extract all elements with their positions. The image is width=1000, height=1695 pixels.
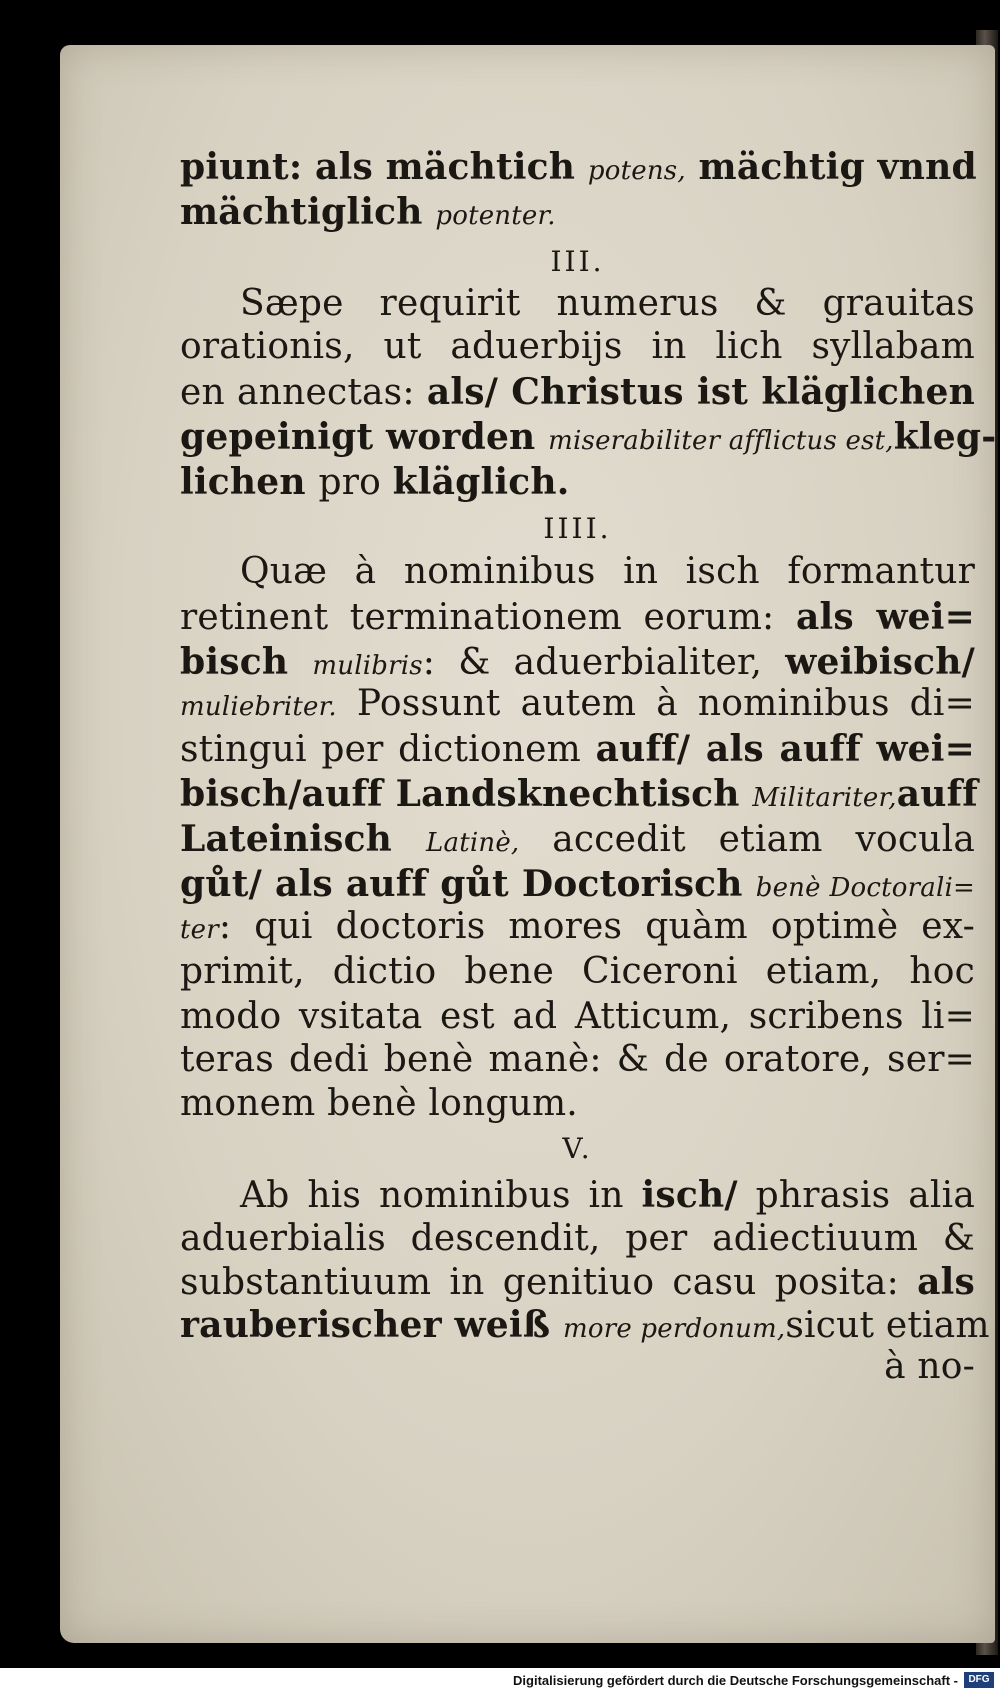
roman-text: : & aduerbialiter, [422, 642, 786, 683]
text-line [240, 1173, 975, 1218]
roman-text: en annectas: [180, 372, 427, 413]
text-line [180, 370, 975, 415]
italic-text: potens, [587, 156, 686, 186]
blackletter-text: mächtiglich [180, 191, 436, 233]
text-line [180, 415, 997, 463]
text-line [180, 1260, 975, 1305]
roman-text: monem benè longum. [180, 1083, 578, 1124]
text-line [180, 190, 975, 238]
roman-text: pro [318, 462, 393, 503]
blackletter-text: Lateinisch [180, 818, 427, 860]
section-number: V. [562, 1132, 593, 1165]
italic-text: Latinè, [426, 828, 520, 858]
italic-text: mulibris [312, 651, 423, 681]
roman-text: Ab his nominibus in [240, 1175, 642, 1216]
text-line [180, 772, 978, 820]
roman-text: : qui doctoris mores quàm optimè ex- [218, 906, 975, 947]
text-line [180, 640, 975, 688]
footer-credit: Digitalisierung gefördert durch die Deutsche Forschungsgemeinschaft - [513, 1673, 958, 1688]
italic-text: Militariter, [752, 783, 897, 813]
roman-text: stingui per dictionem [180, 729, 596, 770]
text-line [180, 995, 975, 1039]
roman-text: Possunt autem à nominibus di= [336, 683, 975, 724]
italic-text: benè Doctorali= [755, 873, 975, 903]
italic-text: miserabiliter afflictus est, [548, 426, 894, 456]
catchword: à no- [884, 1346, 975, 1387]
italic-text: potenter. [435, 201, 556, 231]
text-line [180, 595, 975, 640]
text-line [180, 1303, 990, 1351]
roman-text: substantiuum in genitiuo casu posita: [180, 1262, 918, 1303]
text-line [180, 950, 975, 994]
blackletter-text: mächtig vnnd [685, 146, 977, 188]
section-number: IIII. [543, 512, 612, 545]
blackletter-text: lichen [180, 461, 319, 503]
text-line [180, 1217, 975, 1261]
roman-text: phrasis alia [737, 1175, 975, 1216]
footer-bar [0, 1668, 1000, 1695]
italic-text: more perdonum, [563, 1314, 786, 1344]
blackletter-text: isch/ [641, 1174, 738, 1216]
text-line [180, 905, 975, 952]
roman-text: Sæpe requirit numerus & grauitas [240, 283, 975, 324]
section-number: III. [550, 245, 605, 278]
blackletter-text: als wei= [795, 596, 975, 638]
dfg-logo: DFG [964, 1672, 994, 1688]
text-line [180, 817, 975, 865]
text-line [180, 1038, 975, 1082]
blackletter-text: als [917, 1261, 975, 1303]
text-line [180, 862, 975, 910]
blackletter-text: gepeinigt worden [180, 416, 549, 458]
blackletter-text: als/ Christus ist kläglichen [426, 371, 976, 413]
roman-text: sicut etiam [785, 1305, 990, 1346]
blackletter-text: gůt/ als auff gůt Doctorisch [180, 863, 756, 905]
text-line [180, 1082, 975, 1126]
blackletter-text: bisch/auff Landsknechtisch [180, 773, 753, 815]
roman-text: primit, dictio bene Ciceroni etiam, hoc [180, 951, 975, 992]
roman-text: teras dedi benè manè: & de oratore, ser= [180, 1039, 975, 1080]
text-line [180, 325, 975, 369]
blackletter-text: bisch [180, 641, 313, 683]
roman-text: Quæ à nominibus in isch formantur [240, 551, 975, 592]
text-line [240, 550, 975, 594]
text-line [180, 145, 975, 193]
text-line [180, 460, 975, 505]
italic-text: muliebriter. [180, 692, 337, 722]
blackletter-text: kleg- [893, 416, 997, 458]
blackletter-text: auff [896, 773, 978, 815]
blackletter-text: auff/ als auff wei= [595, 728, 975, 770]
roman-text: aduerbialis descendit, per adiectiuum & [180, 1218, 975, 1259]
italic-text: ter [180, 915, 219, 945]
blackletter-text: kläglich. [392, 461, 570, 503]
roman-text: modo vsitata est ad Atticum, scribens li= [180, 996, 975, 1037]
text-line [240, 282, 975, 326]
text-line [180, 682, 975, 729]
roman-text: orationis, ut aduerbijs in lich syllabam [180, 326, 975, 367]
blackletter-text: piunt: als mächtich [180, 146, 588, 188]
roman-text: accedit etiam vocula [519, 819, 975, 860]
blackletter-text: weibisch/ [785, 641, 975, 683]
text-line [180, 727, 975, 772]
blackletter-text: rauberischer weiß [180, 1304, 564, 1346]
roman-text: retinent terminationem eorum: [180, 597, 796, 638]
